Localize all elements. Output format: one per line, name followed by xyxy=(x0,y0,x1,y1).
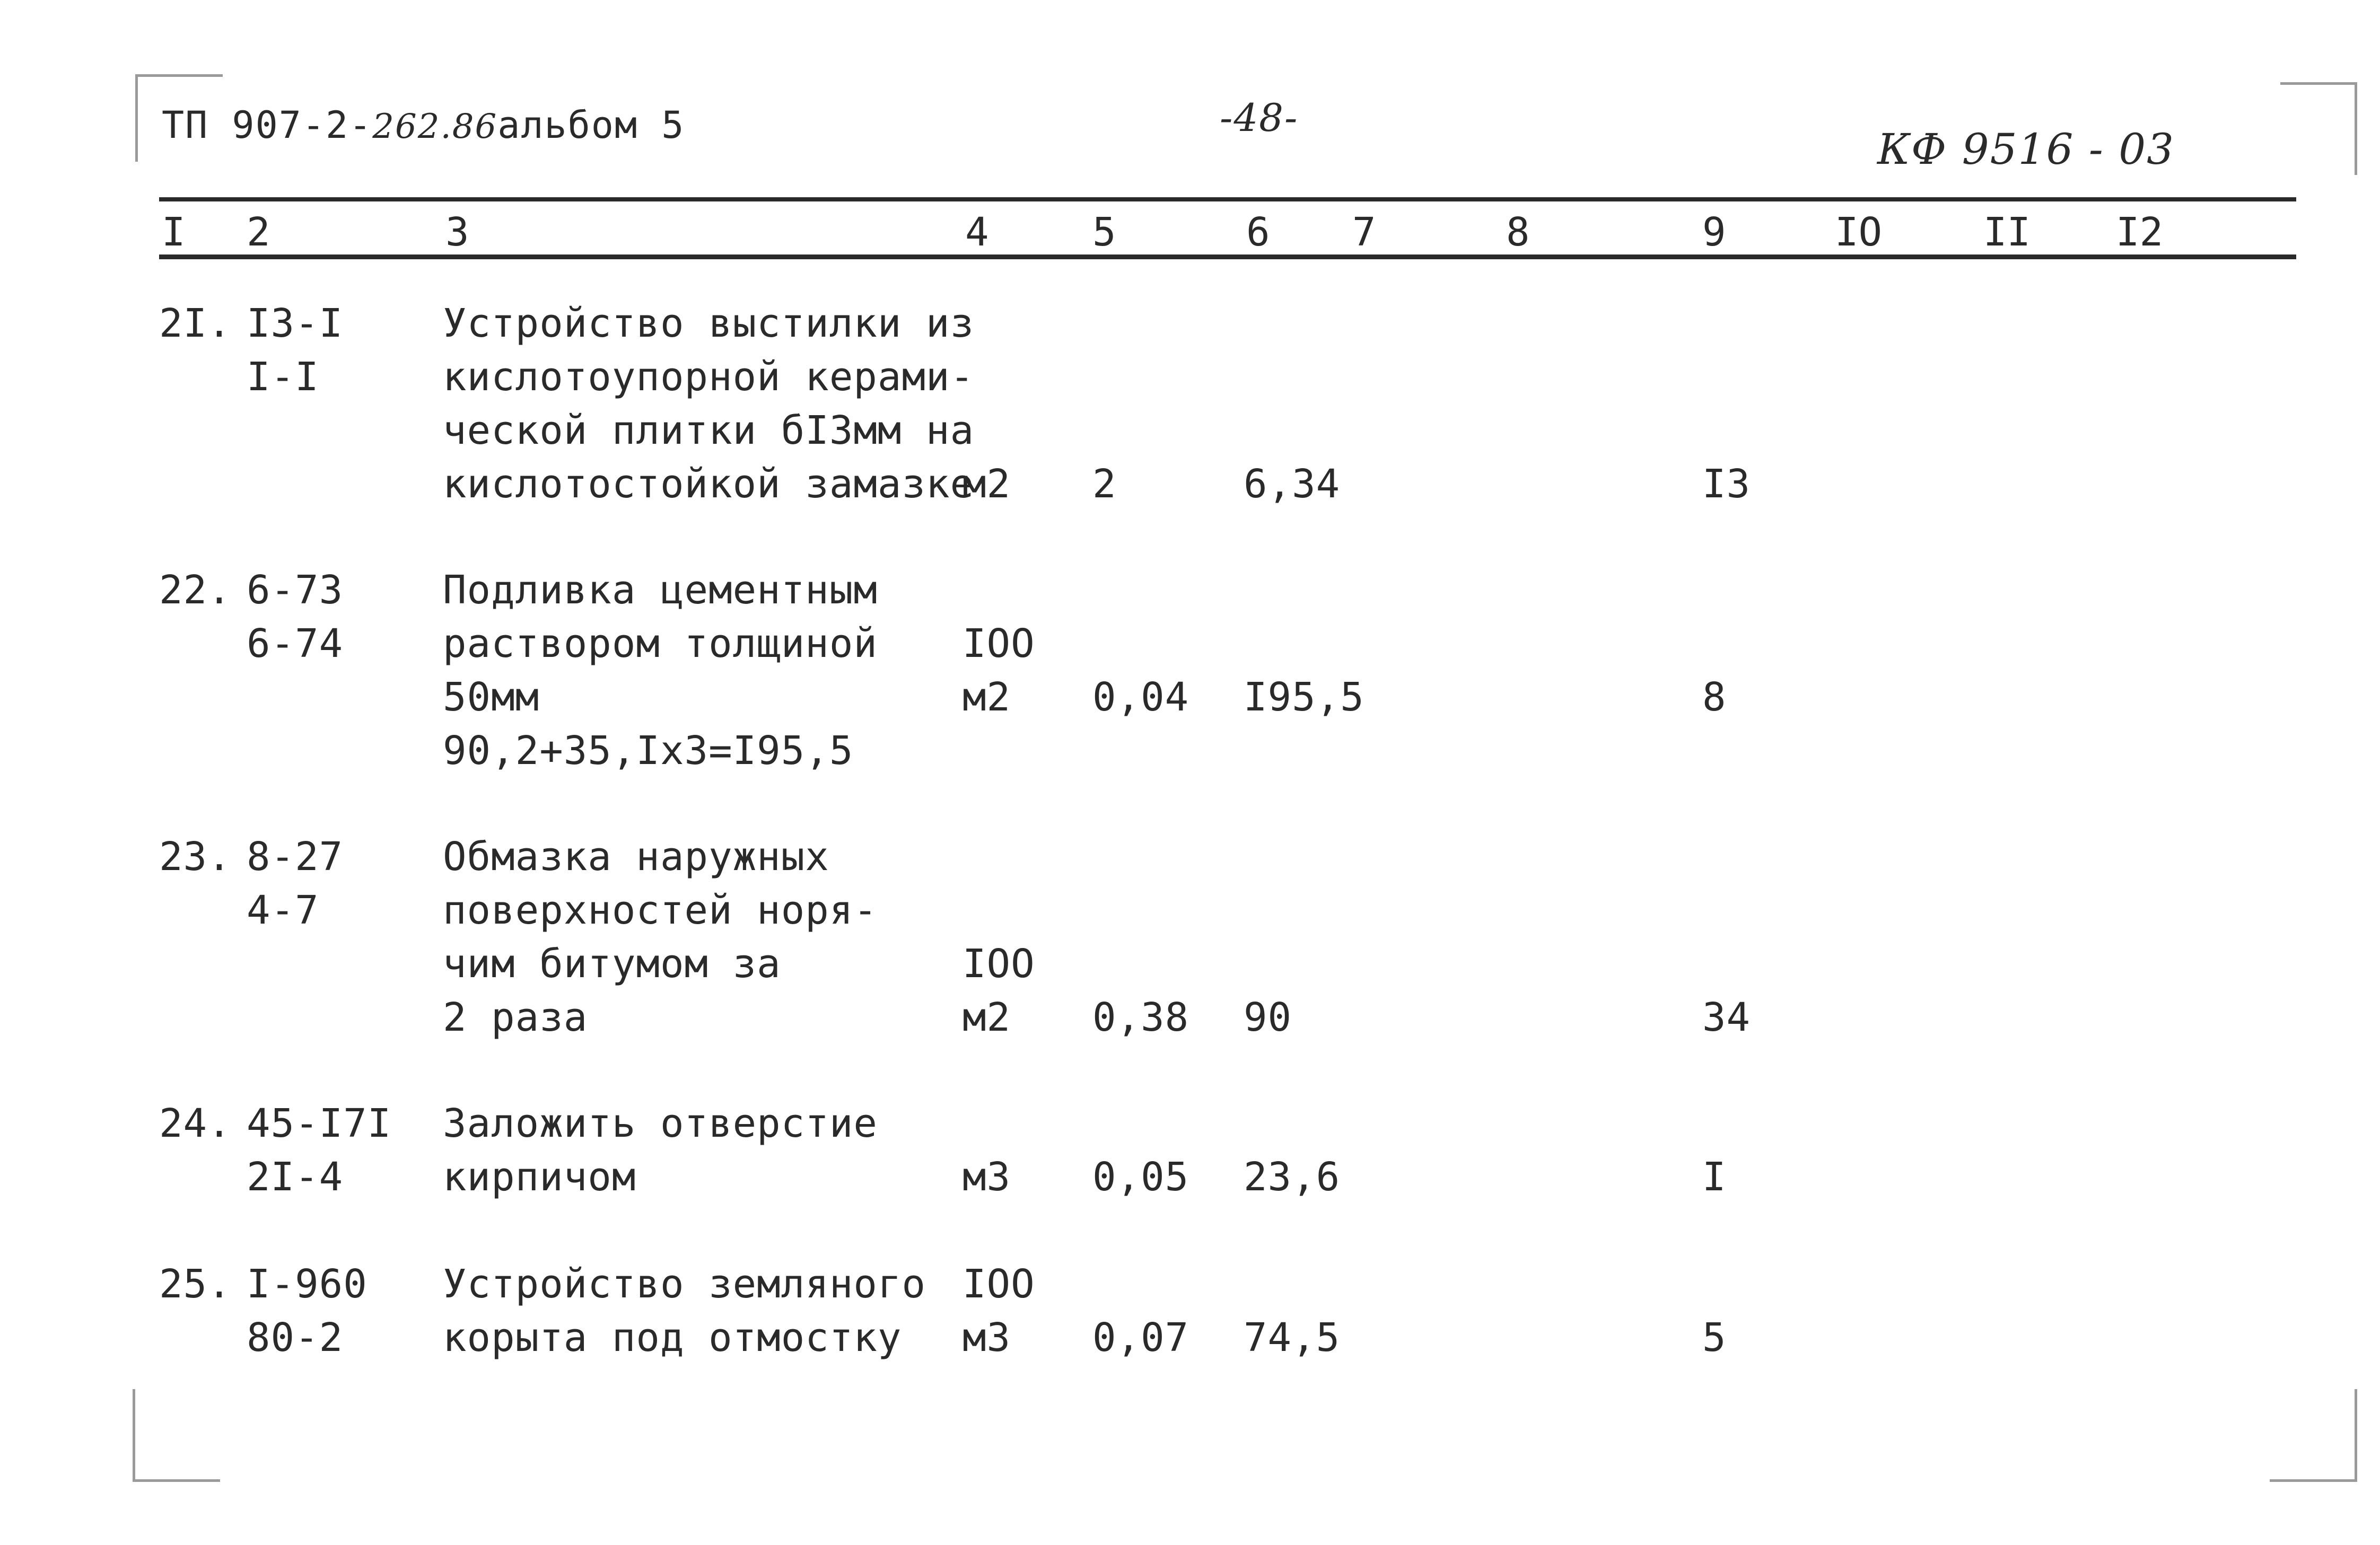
row-col9-value: I3 xyxy=(1702,461,1751,507)
column-number-1: I xyxy=(162,209,186,255)
header-rule-top xyxy=(159,197,2296,201)
row-code: 8-27 xyxy=(247,834,344,880)
document-code xyxy=(162,103,685,147)
row-description xyxy=(443,830,878,1044)
row-codes xyxy=(247,564,343,671)
row-price: 23,6 xyxy=(1244,1154,1341,1200)
row-description xyxy=(443,1258,926,1365)
row-number: 24. xyxy=(159,1101,232,1146)
column-number-12: I2 xyxy=(2116,209,2164,255)
description-line: поверхностей норя- xyxy=(443,888,878,933)
description-line: Обмазка наружных xyxy=(443,834,829,880)
description-line: 2 раза xyxy=(443,995,588,1040)
unit-line: м3 xyxy=(962,1154,1011,1200)
row-col9-value: 8 xyxy=(1702,674,1727,720)
unit-line: IOO xyxy=(962,1261,1035,1307)
column-number-4: 4 xyxy=(965,209,989,255)
unit-line: IOO xyxy=(962,941,1035,987)
corner-mark-bottom-left xyxy=(133,1389,220,1482)
row-quantity: 0,07 xyxy=(1092,1315,1189,1360)
column-number-3: 3 xyxy=(445,209,469,255)
row-price: I95,5 xyxy=(1244,674,1364,720)
column-number-5: 5 xyxy=(1092,209,1116,255)
row-number: 2I. xyxy=(159,301,232,346)
row-description xyxy=(443,564,878,778)
unit-line: м2 xyxy=(962,995,1011,1040)
header-rule-bottom xyxy=(159,254,2296,259)
row-unit xyxy=(962,937,1035,1044)
row-code: 6-74 xyxy=(247,621,344,666)
row-unit xyxy=(962,1258,1035,1365)
description-line: кислотоупорной керами- xyxy=(443,354,975,400)
row-price: 6,34 xyxy=(1244,461,1341,507)
unit-line: м2 xyxy=(962,674,1011,720)
row-unit xyxy=(962,617,1035,724)
row-number: 22. xyxy=(159,567,232,613)
row-quantity: 2 xyxy=(1092,461,1117,507)
row-unit xyxy=(962,1151,1011,1204)
corner-mark-top-right xyxy=(2280,82,2357,175)
column-number-10: IO xyxy=(1835,209,1883,255)
row-col9-value: I xyxy=(1702,1154,1727,1200)
album-label: альбом 5 xyxy=(497,103,685,147)
column-number-2: 2 xyxy=(247,209,270,255)
row-quantity: 0,04 xyxy=(1092,674,1189,720)
row-col9-value: 34 xyxy=(1702,995,1751,1040)
row-price: 74,5 xyxy=(1244,1315,1341,1360)
row-description xyxy=(443,297,974,511)
row-description xyxy=(443,1097,878,1204)
corner-mark-bottom-right xyxy=(2270,1389,2357,1482)
row-code: 80-2 xyxy=(247,1315,344,1360)
description-line: раствором толщиной xyxy=(443,621,878,666)
description-line: ческой плитки бI3мм на xyxy=(443,408,975,453)
description-line: Устройство выстилки из xyxy=(443,301,975,346)
row-code: I-960 xyxy=(247,1261,368,1307)
row-code: I3-I xyxy=(247,301,344,346)
row-code: 45-I7I xyxy=(247,1101,392,1146)
row-codes xyxy=(247,297,343,404)
column-number-6: 6 xyxy=(1246,209,1270,255)
document-code-handwritten: 262.86 xyxy=(372,107,498,146)
row-quantity: 0,05 xyxy=(1092,1154,1189,1200)
row-code: 4-7 xyxy=(247,888,319,933)
unit-line: IOO xyxy=(962,621,1035,666)
row-code: I-I xyxy=(247,354,319,400)
row-unit xyxy=(962,458,1011,511)
row-code: 2I-4 xyxy=(247,1154,344,1200)
row-quantity: 0,38 xyxy=(1092,995,1189,1040)
row-col9-value: 5 xyxy=(1702,1315,1727,1360)
row-codes xyxy=(247,1258,368,1365)
description-line: Устройство земляного xyxy=(443,1261,926,1307)
description-line: корыта под отмостку xyxy=(443,1315,902,1360)
unit-line: м3 xyxy=(962,1315,1011,1360)
column-number-8: 8 xyxy=(1506,209,1530,255)
row-number: 25. xyxy=(159,1261,232,1307)
description-line: кислотостойкой замазке xyxy=(443,461,975,507)
page-number: -48- xyxy=(1220,95,1299,140)
document-code-printed: ТП 907-2- xyxy=(162,103,373,147)
description-line: Подливка цементным xyxy=(443,567,878,613)
row-codes xyxy=(247,1097,391,1204)
column-number-9: 9 xyxy=(1702,209,1726,255)
column-number-7: 7 xyxy=(1352,209,1376,255)
row-price: 90 xyxy=(1244,995,1292,1040)
unit-line: м2 xyxy=(962,461,1011,507)
column-number-11: II xyxy=(1983,209,2031,255)
description-line: кирпичом xyxy=(443,1154,636,1200)
row-codes xyxy=(247,830,343,937)
description-line: чим битумом за xyxy=(443,941,781,987)
row-number: 23. xyxy=(159,834,232,880)
row-code: 6-73 xyxy=(247,567,344,613)
description-line: 90,2+35,Iх3=I95,5 xyxy=(443,728,854,774)
stamp-code: КФ 9516 - 03 xyxy=(1877,125,2175,174)
description-line: 50мм xyxy=(443,674,540,720)
description-line: Заложить отверстие xyxy=(443,1101,878,1146)
